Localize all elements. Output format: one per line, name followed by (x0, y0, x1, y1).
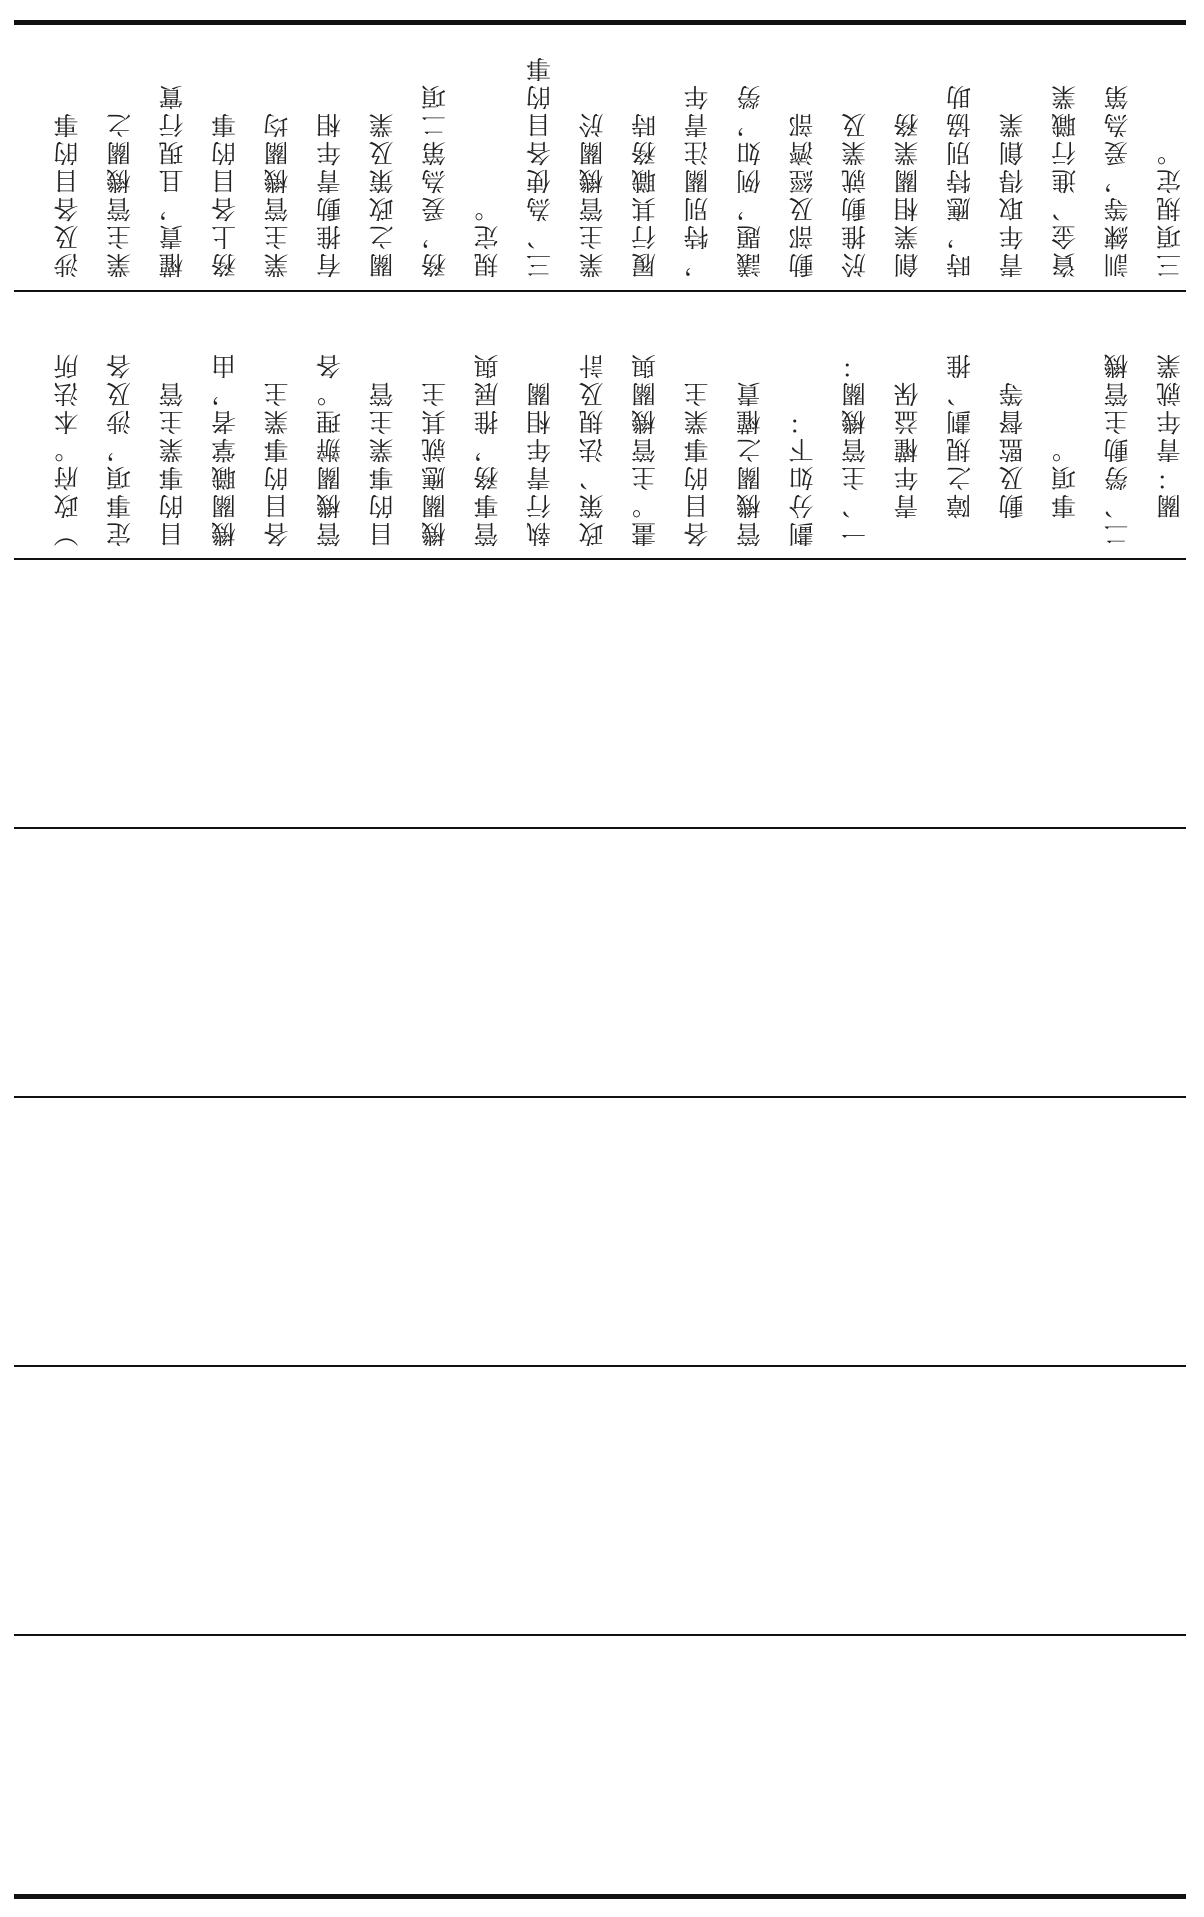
text-line: 訓練等，爰為第 (1103, 82, 1132, 278)
text-line: 執行青年相關 (525, 379, 555, 547)
row-divider (14, 827, 1186, 829)
text-line: 二、勞動主管機 (1103, 351, 1132, 547)
text-line: 青年取得創業 (998, 110, 1027, 278)
row-divider (14, 1365, 1186, 1367)
bottom-rule (14, 1894, 1186, 1899)
text-line: 業主管機關於 (578, 110, 607, 278)
table-cell-empty (14, 834, 1186, 1095)
text-line: 畫。主管機關與 (630, 351, 660, 547)
table-cell-article (14, 297, 1186, 558)
text-line: 三、為使各目的事 (525, 54, 555, 278)
text-line: 關之政策及業 (368, 110, 397, 278)
text-line: 有推動青年相 (315, 110, 345, 278)
text-line: 劃分如下： (788, 407, 817, 547)
table-cell-empty (14, 1641, 1186, 1894)
text-line: 規定。 (473, 194, 502, 278)
text-line: 定事項，涉及各 (105, 351, 135, 547)
text-line: 業主管機關之 (105, 110, 135, 278)
text-line: ）政府。本法所 (53, 351, 82, 547)
text-line: 關：青年就業 (1155, 351, 1185, 547)
text-line: 時，應特別協助 (945, 82, 975, 278)
text-line: 機關職掌者，由 (210, 351, 240, 547)
text-line: 動部及經濟部 (788, 110, 817, 278)
row-divider (14, 1096, 1186, 1098)
text-line: 政策、法規及計 (578, 351, 607, 547)
text-line: 涉及各目的事 (53, 110, 82, 278)
text-line: 履行其職務時 (630, 110, 660, 278)
row-divider (14, 290, 1186, 292)
cell-text (42, 38, 1186, 278)
table-cell-explanation (14, 28, 1186, 290)
text-line: 務上各目的事 (210, 110, 240, 278)
text-line: 資金、進行職業 (1050, 82, 1080, 278)
text-line: 機關應就其主 (420, 379, 450, 547)
cell-text (42, 307, 1186, 547)
text-line: 管機關之權責 (735, 379, 765, 547)
text-line: 管事務，推展與 (473, 351, 502, 547)
text-line: 青年權益保 (893, 379, 922, 547)
table-cell-empty (14, 565, 1186, 826)
text-line: 障之規劃、推 (945, 351, 975, 547)
top-rule (14, 20, 1186, 25)
text-line: 目的事業主管 (158, 379, 187, 547)
text-line: 各目的事業主 (683, 379, 712, 547)
text-line: 事項。 (1050, 435, 1080, 547)
row-divider (14, 558, 1186, 560)
text-line: 權責，且現行實 (158, 82, 187, 278)
row-divider (14, 1634, 1186, 1636)
text-line: 一、主管機關： (840, 351, 870, 547)
text-line: 業主管機關均 (263, 110, 292, 278)
text-line: 各目的事業主 (263, 379, 292, 547)
text-line: ，特別關注青年 (683, 82, 712, 278)
text-line: 創業相關業務 (893, 110, 922, 278)
text-line: 於推動就業及 (840, 110, 870, 278)
text-line: 務，爰為第二項 (420, 82, 450, 278)
table-cell-empty (14, 1372, 1186, 1633)
text-line: 議題，例如，勞 (735, 82, 765, 278)
table-cell-empty (14, 1103, 1186, 1364)
text-line: 目的事業主管 (368, 379, 397, 547)
text-line: 管機關辦理。各 (315, 351, 345, 547)
text-line: 動及監督等 (998, 379, 1027, 547)
text-line: 三項規定。 (1155, 138, 1185, 278)
